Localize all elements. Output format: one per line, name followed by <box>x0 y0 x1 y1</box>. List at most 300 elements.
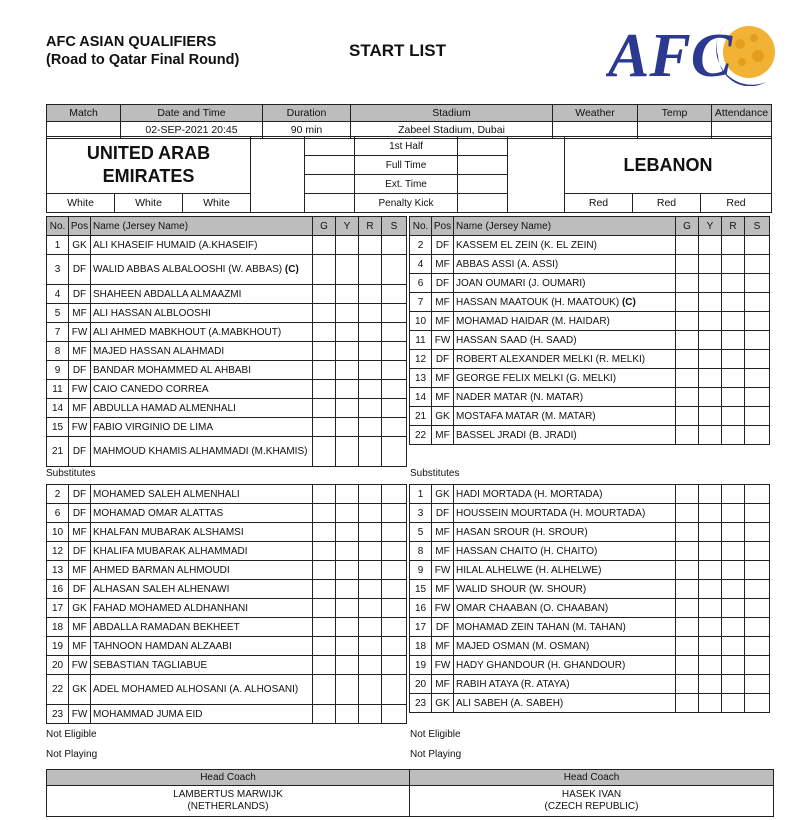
player-name <box>454 580 676 599</box>
player-row <box>47 523 407 542</box>
player-row <box>410 504 770 523</box>
red-card-cell <box>359 599 382 618</box>
player-position: MF <box>69 304 91 323</box>
player-name <box>454 388 676 407</box>
yellow-card-cell <box>699 293 722 312</box>
player-name <box>91 380 313 399</box>
player-name-text: SHAHEEN ABDALLA ALMAAZMI <box>93 288 242 300</box>
yellow-card-cell <box>336 418 359 437</box>
player-position: DF <box>69 485 91 504</box>
yellow-card-cell <box>336 705 359 724</box>
away-starters-table <box>409 216 770 445</box>
goals-cell <box>676 274 699 293</box>
player-name <box>454 236 676 255</box>
player-number: 12 <box>410 350 432 369</box>
substitution-cell <box>745 350 770 369</box>
player-name <box>91 437 313 467</box>
player-name-text: ADEL MOHAMED ALHOSANI (A. ALHOSANI) <box>93 684 299 695</box>
player-name-text: WALID SHOUR (W. SHOUR) <box>456 583 587 595</box>
yellow-card-cell <box>336 437 359 467</box>
player-name <box>91 504 313 523</box>
red-card-cell <box>359 504 382 523</box>
red-card-cell <box>722 542 745 561</box>
red-card-cell <box>722 274 745 293</box>
substitution-cell <box>745 561 770 580</box>
yellow-card-cell <box>699 675 722 694</box>
captain-badge: (C) <box>284 264 299 275</box>
home-kit-shorts: White <box>115 194 183 213</box>
yellow-card-cell <box>336 236 359 255</box>
player-name-text: MOHAMAD HAIDAR (M. HAIDAR) <box>456 315 610 327</box>
home-team-name-line1: UNITED ARAB <box>86 143 211 163</box>
col-name-header: Name (Jersey Name) <box>91 217 313 236</box>
player-name <box>91 361 313 380</box>
player-name <box>454 426 676 445</box>
substitution-cell <box>382 561 407 580</box>
red-card-cell <box>722 350 745 369</box>
goals-cell <box>313 675 336 705</box>
red-card-cell <box>722 312 745 331</box>
player-number: 6 <box>410 274 432 293</box>
player-name-text: JOAN OUMARI (J. OUMARI) <box>456 277 586 289</box>
player-position: MF <box>69 637 91 656</box>
away-not-playing-label: Not Playing <box>410 749 462 760</box>
goals-cell <box>676 504 699 523</box>
yellow-card-cell <box>336 580 359 599</box>
player-number: 21 <box>410 407 432 426</box>
col-yellow-header: Y <box>699 217 722 236</box>
player-position: MF <box>432 580 454 599</box>
yellow-card-cell <box>336 285 359 304</box>
player-row <box>47 705 407 724</box>
away-substitutes <box>409 484 770 713</box>
player-number: 9 <box>47 361 69 380</box>
player-name-text: ABDULLA HAMAD ALMENHALI <box>93 402 236 414</box>
player-name <box>454 675 676 694</box>
player-position: DF <box>69 504 91 523</box>
player-name-text: RABIH ATAYA (R. ATAYA) <box>456 678 570 690</box>
player-name-text: ROBERT ALEXANDER MELKI (R. MELKI) <box>456 353 646 365</box>
player-row <box>410 236 770 255</box>
red-card-cell <box>722 426 745 445</box>
substitution-cell <box>382 437 407 467</box>
player-number: 6 <box>47 504 69 523</box>
teams-score-table <box>46 136 772 213</box>
player-number: 12 <box>47 542 69 561</box>
player-number: 16 <box>410 599 432 618</box>
player-row <box>410 369 770 388</box>
player-name-text: TAHNOON HAMDAN ALZAABI <box>93 640 232 652</box>
player-position: MF <box>432 369 454 388</box>
player-name-text: MOHAMED SALEH ALMENHALI <box>93 488 240 500</box>
home-score-total <box>251 137 305 213</box>
player-name <box>454 485 676 504</box>
player-row <box>410 331 770 350</box>
goals-cell <box>676 485 699 504</box>
yellow-card-cell <box>699 561 722 580</box>
player-number: 10 <box>410 312 432 331</box>
duration-header: Duration <box>263 105 351 122</box>
afc-logo-icon <box>606 16 786 86</box>
player-position: MF <box>432 542 454 561</box>
col-name-header: Name (Jersey Name) <box>454 217 676 236</box>
red-card-cell <box>722 504 745 523</box>
player-name <box>91 285 313 304</box>
substitution-cell <box>382 323 407 342</box>
substitution-cell <box>745 542 770 561</box>
player-name <box>454 523 676 542</box>
substitution-cell <box>382 380 407 399</box>
yellow-card-cell <box>699 369 722 388</box>
player-position: DF <box>69 285 91 304</box>
yellow-card-cell <box>336 504 359 523</box>
player-position: FW <box>432 656 454 675</box>
player-row <box>47 542 407 561</box>
goals-cell <box>313 380 336 399</box>
captain-badge: (C) <box>621 296 636 308</box>
goals-cell <box>313 418 336 437</box>
player-name <box>91 523 313 542</box>
player-name-text: ABBAS ASSI (A. ASSI) <box>456 258 559 270</box>
red-card-cell <box>359 304 382 323</box>
player-number: 19 <box>410 656 432 675</box>
player-number: 23 <box>47 705 69 724</box>
goals-cell <box>313 542 336 561</box>
away-substitutes-table <box>409 484 770 713</box>
player-position: MF <box>69 342 91 361</box>
player-row <box>47 418 407 437</box>
substitution-cell <box>382 485 407 504</box>
player-name <box>91 656 313 675</box>
player-name-text: BANDAR MOHAMMED AL AHBABI <box>93 364 251 376</box>
player-name-text: SEBASTIAN TAGLIABUE <box>93 659 208 671</box>
home-coach-country: (NETHERLANDS) <box>187 801 269 812</box>
home-not-playing-label: Not Playing <box>46 749 98 760</box>
goals-cell <box>676 388 699 407</box>
player-name <box>91 323 313 342</box>
yellow-card-cell <box>336 485 359 504</box>
red-card-cell <box>359 323 382 342</box>
yellow-card-cell <box>699 504 722 523</box>
player-name <box>454 350 676 369</box>
player-position: FW <box>69 418 91 437</box>
player-position: DF <box>69 542 91 561</box>
goals-cell <box>313 637 336 656</box>
player-number: 11 <box>47 380 69 399</box>
temp-header: Temp <box>638 105 712 122</box>
label-penalty-kick: Penalty Kick <box>355 194 458 213</box>
goals-cell <box>313 285 336 304</box>
player-name-text: MOHAMAD ZEIN TAHAN (M. TAHAN) <box>456 621 626 633</box>
player-name <box>454 561 676 580</box>
red-card-cell <box>722 675 745 694</box>
player-position: MF <box>69 399 91 418</box>
player-row <box>47 399 407 418</box>
player-name <box>91 236 313 255</box>
yellow-card-cell <box>336 399 359 418</box>
goals-cell <box>313 236 336 255</box>
player-position: FW <box>432 599 454 618</box>
away-coach <box>410 786 774 817</box>
red-card-cell <box>722 485 745 504</box>
player-row <box>410 312 770 331</box>
red-card-cell <box>722 618 745 637</box>
player-position: MF <box>432 388 454 407</box>
player-position: GK <box>432 485 454 504</box>
player-position: FW <box>432 561 454 580</box>
player-name-text: GEORGE FELIX MELKI (G. MELKI) <box>456 372 617 384</box>
substitution-cell <box>382 523 407 542</box>
away-coach-country: (CZECH REPUBLIC) <box>544 801 639 812</box>
substitution-cell <box>745 580 770 599</box>
substitution-cell <box>382 599 407 618</box>
home-starters <box>46 216 407 467</box>
player-position: MF <box>432 293 454 312</box>
substitution-cell <box>382 504 407 523</box>
player-name-text: OMAR CHAABAN (O. CHAABAN) <box>456 602 609 614</box>
home-substitutes-table <box>46 484 407 724</box>
player-row <box>47 304 407 323</box>
player-row <box>410 637 770 656</box>
player-row <box>47 342 407 361</box>
player-name-text: MAHMOUD KHAMIS ALHAMMADI (M.KHAMIS) <box>93 446 308 457</box>
logo-text: AFC <box>608 22 733 86</box>
player-name <box>454 369 676 388</box>
substitution-cell <box>382 342 407 361</box>
player-name-text: KHALIFA MUBARAK ALHAMMADI <box>93 545 248 557</box>
player-row <box>410 293 770 312</box>
red-card-cell <box>359 380 382 399</box>
player-name <box>454 542 676 561</box>
goals-cell <box>676 637 699 656</box>
yellow-card-cell <box>699 274 722 293</box>
player-name-text: KHALFAN MUBARAK ALSHAMSI <box>93 526 244 538</box>
weather-header: Weather <box>553 105 638 122</box>
player-number: 5 <box>410 523 432 542</box>
red-card-cell <box>359 675 382 705</box>
yellow-card-cell <box>699 255 722 274</box>
player-number: 18 <box>47 618 69 637</box>
away-kit-shorts: Red <box>633 194 701 213</box>
player-position: DF <box>432 236 454 255</box>
competition-name: AFC ASIAN QUALIFIERS <box>46 34 217 50</box>
player-name-text: ALI AHMED MABKHOUT (A.MABKHOUT) <box>93 326 282 338</box>
yellow-card-cell <box>699 637 722 656</box>
goals-cell <box>313 705 336 724</box>
goals-cell <box>676 255 699 274</box>
stadium-value: Zabeel Stadium, Dubai <box>351 122 553 139</box>
player-row <box>410 618 770 637</box>
red-card-cell <box>722 580 745 599</box>
player-position: DF <box>69 361 91 380</box>
player-number: 2 <box>47 485 69 504</box>
label-ext-time: Ext. Time <box>355 175 458 194</box>
yellow-card-cell <box>336 542 359 561</box>
player-position: DF <box>69 437 91 467</box>
col-red-header: R <box>722 217 745 236</box>
player-number: 3 <box>47 255 69 285</box>
player-number: 8 <box>47 342 69 361</box>
red-card-cell <box>359 236 382 255</box>
yellow-card-cell <box>699 694 722 713</box>
table-header-row <box>47 217 407 236</box>
player-position: FW <box>69 705 91 724</box>
player-name <box>91 342 313 361</box>
player-name-text: HADI MORTADA (H. MORTADA) <box>456 488 603 500</box>
home-kit-socks: White <box>183 194 251 213</box>
player-row <box>47 580 407 599</box>
yellow-card-cell <box>336 675 359 705</box>
player-number: 3 <box>410 504 432 523</box>
yellow-card-cell <box>336 342 359 361</box>
table-header-row <box>410 217 770 236</box>
player-position: DF <box>432 504 454 523</box>
competition-title <box>46 33 239 69</box>
red-card-cell <box>359 285 382 304</box>
goals-cell <box>313 561 336 580</box>
home-starters-table <box>46 216 407 467</box>
red-card-cell <box>722 694 745 713</box>
yellow-card-cell <box>699 656 722 675</box>
player-row <box>410 542 770 561</box>
away-score-ext-time <box>458 175 508 194</box>
substitution-cell <box>382 418 407 437</box>
substitution-cell <box>382 236 407 255</box>
player-name <box>91 399 313 418</box>
player-row <box>47 504 407 523</box>
away-starters <box>409 216 770 445</box>
goals-cell <box>313 656 336 675</box>
yellow-card-cell <box>699 350 722 369</box>
player-number: 1 <box>47 236 69 255</box>
red-card-cell <box>359 437 382 467</box>
player-name <box>91 304 313 323</box>
substitution-cell <box>382 255 407 285</box>
player-name <box>91 637 313 656</box>
player-row <box>47 361 407 380</box>
substitution-cell <box>382 542 407 561</box>
player-number: 4 <box>410 255 432 274</box>
red-card-cell <box>722 637 745 656</box>
goals-cell <box>313 599 336 618</box>
player-number: 7 <box>47 323 69 342</box>
yellow-card-cell <box>699 580 722 599</box>
away-kit-socks: Red <box>701 194 772 213</box>
substitution-cell <box>745 618 770 637</box>
player-name <box>91 485 313 504</box>
goals-cell <box>676 523 699 542</box>
goals-cell <box>313 361 336 380</box>
player-name <box>91 255 313 285</box>
player-position: FW <box>432 331 454 350</box>
player-row <box>47 675 407 705</box>
player-row <box>47 618 407 637</box>
player-row <box>410 350 770 369</box>
player-position: GK <box>432 694 454 713</box>
player-row <box>410 599 770 618</box>
goals-cell <box>313 618 336 637</box>
player-row <box>47 599 407 618</box>
goals-cell <box>676 426 699 445</box>
player-row <box>47 437 407 467</box>
col-pos-header: Pos <box>432 217 454 236</box>
yellow-card-cell <box>336 380 359 399</box>
substitution-cell <box>745 331 770 350</box>
away-score-total <box>508 137 565 213</box>
substitution-cell <box>745 523 770 542</box>
goals-cell <box>676 331 699 350</box>
home-team-name <box>47 137 251 194</box>
yellow-card-cell <box>336 618 359 637</box>
player-name <box>91 580 313 599</box>
substitution-cell <box>745 274 770 293</box>
player-row <box>47 637 407 656</box>
player-name-text: FABIO VIRGINIO DE LIMA <box>93 421 214 433</box>
player-number: 17 <box>410 618 432 637</box>
player-number: 7 <box>410 293 432 312</box>
yellow-card-cell <box>336 656 359 675</box>
away-coach-name: HASEK IVAN <box>561 789 622 800</box>
goals-cell <box>676 675 699 694</box>
home-score-penalty <box>305 194 355 213</box>
yellow-card-cell <box>699 485 722 504</box>
substitution-cell <box>382 361 407 380</box>
document-title: START LIST <box>349 41 446 60</box>
player-name-text: HASSAN CHAITO (H. CHAITO) <box>456 545 598 557</box>
player-name <box>454 504 676 523</box>
yellow-card-cell <box>699 312 722 331</box>
player-position: MF <box>432 426 454 445</box>
player-position: MF <box>432 312 454 331</box>
player-name-text: ALI SABEH (A. SABEH) <box>456 697 564 709</box>
player-row <box>47 255 407 285</box>
player-position: FW <box>69 323 91 342</box>
player-name <box>91 418 313 437</box>
substitution-cell <box>745 388 770 407</box>
player-position: MF <box>69 523 91 542</box>
player-row <box>410 426 770 445</box>
player-row <box>410 561 770 580</box>
substitution-cell <box>382 656 407 675</box>
player-position: GK <box>432 407 454 426</box>
player-number: 8 <box>410 542 432 561</box>
substitution-cell <box>745 599 770 618</box>
player-name-text: WALID ABBAS ALBALOOSHI (W. ABBAS) <box>93 264 283 275</box>
player-name <box>454 618 676 637</box>
red-card-cell <box>359 523 382 542</box>
red-card-cell <box>359 485 382 504</box>
player-number: 20 <box>47 656 69 675</box>
player-name <box>454 637 676 656</box>
substitution-cell <box>382 705 407 724</box>
goals-cell <box>313 342 336 361</box>
player-name <box>454 694 676 713</box>
player-number: 1 <box>410 485 432 504</box>
yellow-card-cell <box>336 523 359 542</box>
away-score-1st-half <box>458 137 508 156</box>
player-number: 11 <box>410 331 432 350</box>
red-card-cell <box>722 369 745 388</box>
substitution-cell <box>745 637 770 656</box>
yellow-card-cell <box>699 407 722 426</box>
player-name <box>454 274 676 293</box>
red-card-cell <box>359 542 382 561</box>
player-position: MF <box>432 637 454 656</box>
yellow-card-cell <box>699 542 722 561</box>
goals-cell <box>676 312 699 331</box>
player-number: 14 <box>47 399 69 418</box>
player-number: 23 <box>410 694 432 713</box>
